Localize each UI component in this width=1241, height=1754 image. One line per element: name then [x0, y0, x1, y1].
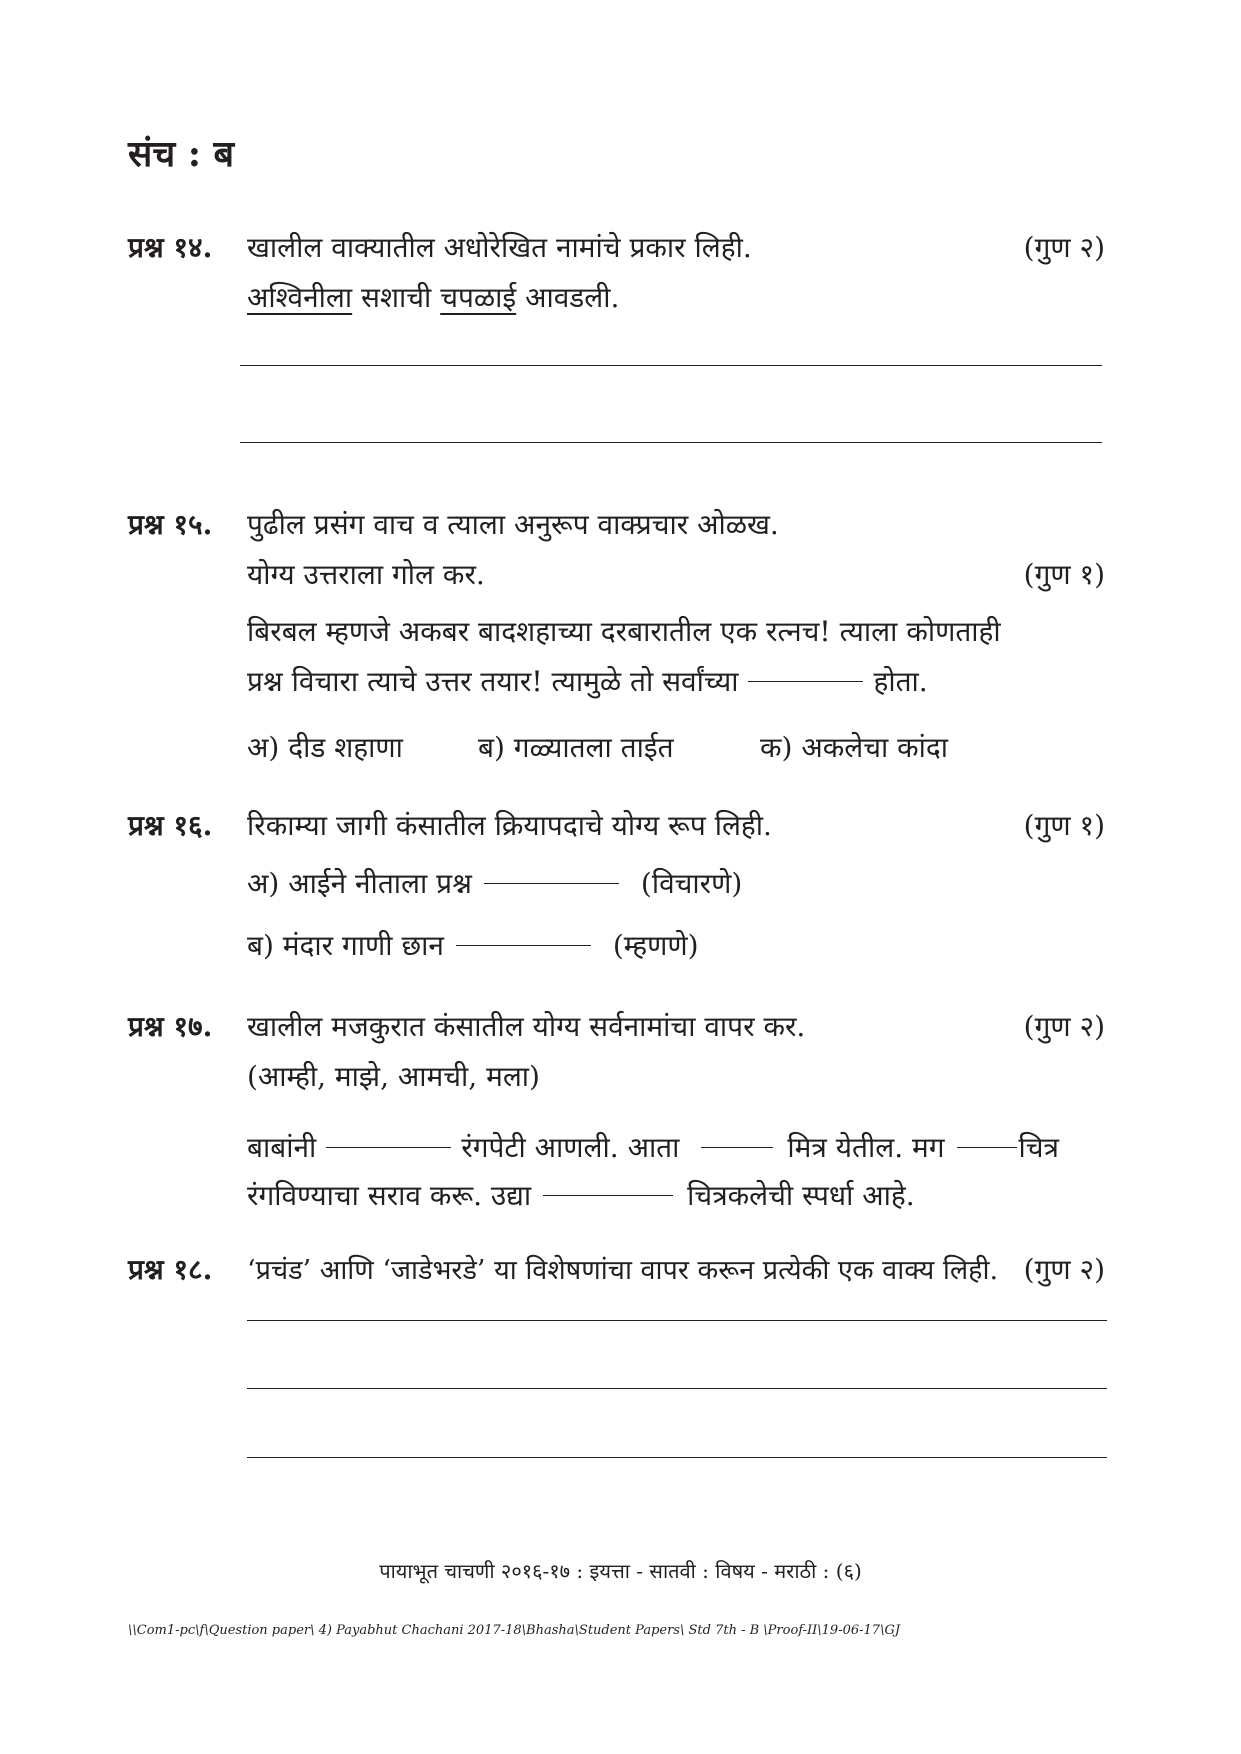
question-16-marks: (गुण १): [1023, 809, 1105, 842]
option-b[interactable]: ब) गळ्यातला ताईत: [478, 731, 674, 764]
underlined-noun-1: अश्विनीला: [247, 281, 353, 314]
item-hint: (म्हणणे): [612, 929, 699, 962]
fill-blank[interactable]: [543, 1195, 673, 1196]
set-title: संच : ब: [128, 133, 235, 175]
fill-blank[interactable]: [748, 681, 863, 682]
passage-text: मित्र येतील. मग: [787, 1131, 945, 1164]
answer-line-14-2[interactable]: [240, 442, 1102, 443]
question-17-pronouns: (आम्ही, माझे, आमची, मला): [247, 1060, 540, 1093]
question-14-marks: (गुण २): [1023, 231, 1105, 264]
passage-text: होता.: [873, 665, 928, 698]
question-15-text: पुढील प्रसंग वाच व त्याला अनुरूप वाक्प्रचार ओळख.: [247, 508, 779, 541]
question-16-number: प्रश्न १६.: [128, 809, 213, 842]
answer-line-18-3[interactable]: [247, 1457, 1107, 1458]
sentence-part: सशाची: [352, 281, 441, 314]
question-18-number: प्रश्न १८.: [128, 1253, 213, 1286]
passage-text: रंगपेटी आणली. आता: [461, 1131, 680, 1164]
fill-blank[interactable]: [957, 1147, 1017, 1148]
fill-blank[interactable]: [484, 883, 619, 884]
question-15-instruction: योग्य उत्तराला गोल कर.: [247, 558, 485, 591]
question-18-marks: (गुण २): [1023, 1253, 1105, 1286]
passage-text: बाबांनी: [247, 1131, 317, 1164]
question-15-number: प्रश्न १५.: [128, 508, 213, 541]
passage-text: चित्र: [1018, 1131, 1060, 1164]
underlined-noun-2: चपळाई: [440, 281, 517, 314]
question-14-number: प्रश्न १४.: [128, 231, 213, 264]
option-a[interactable]: अ) दीड शहाणा: [247, 731, 403, 764]
answer-line-18-1[interactable]: [247, 1320, 1107, 1321]
answer-line-14-1[interactable]: [240, 365, 1102, 366]
question-18-text: ‘प्रचंड’ आणि ‘जाडेभरडे’ या विशेषणांचा वापर करून प्रत्येकी एक वाक्य लिही.: [247, 1255, 999, 1286]
question-17-passage-line-1: [247, 1128, 1107, 1166]
passage-text: प्रश्न विचारा त्याचे उत्तर तयार! त्यामुळे तो सर्वांच्या: [247, 665, 739, 698]
option-c[interactable]: क) अकलेचा कांदा: [760, 731, 949, 764]
question-17-marks: (गुण २): [1023, 1010, 1105, 1043]
question-17-text: खालील मजकुरात कंसातील योग्य सर्वनामांचा वापर कर.: [247, 1010, 806, 1043]
item-text: अ) आईने नीताला प्रश्न: [247, 867, 472, 900]
passage-text: चित्रकलेची स्पर्धा आहे.: [687, 1179, 915, 1212]
question-16-text: रिकाम्या जागी कंसातील क्रियापदाचे योग्य रूप लिही.: [247, 809, 772, 842]
question-16-item-b: [247, 926, 699, 964]
question-14-text: खालील वाक्यातील अधोरेखित नामांचे प्रकार लिही.: [247, 231, 752, 264]
answer-line-18-2[interactable]: [247, 1388, 1107, 1389]
file-path: \\Com1-pc\f\Question paper\ 4) Payabhut Chachani 2017-18\Bhasha\Student Papers\ Std 7th - B \Proof-II\19-06-17\GJ: [128, 1623, 901, 1638]
question-14-sentence: [247, 278, 619, 316]
question-17-passage-line-2: [247, 1176, 915, 1214]
fill-blank[interactable]: [326, 1147, 451, 1148]
item-hint: (विचारणे): [640, 867, 743, 900]
item-text: ब) मंदार गाणी छान: [247, 929, 444, 962]
question-15-passage-line-2: [247, 662, 928, 700]
passage-text: रंगविण्याचा सराव करू. उद्या: [247, 1179, 532, 1212]
question-17-number: प्रश्न १७.: [128, 1010, 213, 1043]
question-15-passage-line-1: बिरबल म्हणजे अकबर बादशहाच्या दरबारातील एक रत्नच! त्याला कोणताही: [247, 615, 1001, 648]
question-16-item-a: [247, 864, 742, 902]
page-footer: पायाभूत चाचणी २०१६-१७ : इयत्ता - सातवी : विषय - मराठी : (६): [379, 1559, 862, 1583]
question-15-marks: (गुण १): [1023, 558, 1105, 591]
fill-blank[interactable]: [701, 1147, 773, 1148]
fill-blank[interactable]: [456, 945, 591, 946]
sentence-part: आवडली.: [516, 281, 620, 314]
